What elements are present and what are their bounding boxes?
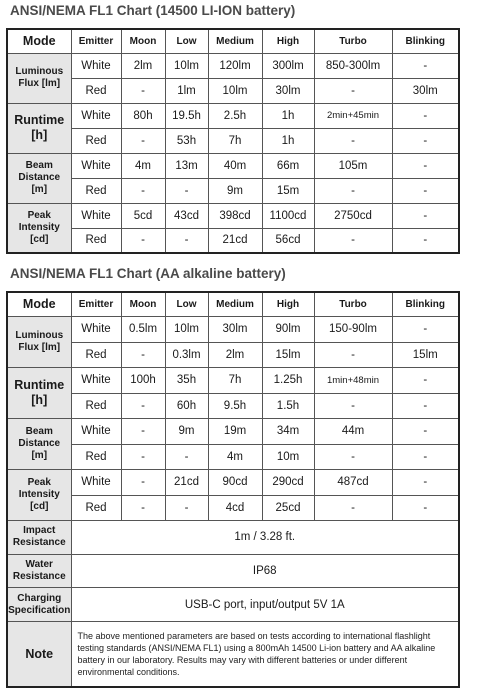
label-line: Charging xyxy=(17,592,62,604)
value-cell: 56cd xyxy=(262,228,314,253)
label-line: Luminous xyxy=(15,66,64,77)
row-group-label xyxy=(7,153,71,203)
header-row xyxy=(7,292,459,316)
value-cell: - xyxy=(121,78,165,103)
value-cell: 4m xyxy=(208,444,262,470)
label-line: [m] xyxy=(31,450,48,462)
value-cell: - xyxy=(392,495,459,521)
value-cell: - xyxy=(121,495,165,521)
value-cell: 850-300lm xyxy=(314,53,392,78)
spec-value: IP68 xyxy=(71,554,459,588)
value-cell: - xyxy=(314,178,392,203)
value-cell: - xyxy=(165,495,208,521)
value-cell: 4cd xyxy=(208,495,262,521)
row-group-label xyxy=(7,53,71,103)
header-cell: Low xyxy=(165,292,208,316)
value-cell: - xyxy=(165,178,208,203)
value-cell: 66m xyxy=(262,153,314,178)
value-cell: 34m xyxy=(262,419,314,445)
value-cell: 10lm xyxy=(165,53,208,78)
label-line: Specification xyxy=(8,604,71,616)
value-cell: - xyxy=(314,444,392,470)
emitter-cell: White xyxy=(71,153,121,178)
label-line: Beam xyxy=(25,426,53,438)
value-cell: 15m xyxy=(262,178,314,203)
table-row xyxy=(7,444,459,470)
value-cell: - xyxy=(392,393,459,419)
value-cell: - xyxy=(392,178,459,203)
value-cell: 1min+48min xyxy=(314,368,392,394)
value-cell: - xyxy=(392,368,459,394)
value-cell: 21cd xyxy=(165,470,208,496)
value-cell: 13m xyxy=(165,153,208,178)
value-cell: 2min+45min xyxy=(314,103,392,128)
label-line: Impact xyxy=(23,525,56,537)
value-cell: 1h xyxy=(262,103,314,128)
table-row xyxy=(7,316,459,342)
label-line: Intensity xyxy=(18,489,60,501)
label-line: [m] xyxy=(31,184,48,195)
table-row xyxy=(7,228,459,253)
table-row xyxy=(7,368,459,394)
emitter-cell: White xyxy=(71,470,121,496)
fl1-table-aa xyxy=(6,291,460,688)
value-cell: 40m xyxy=(208,153,262,178)
value-cell: 398cd xyxy=(208,203,262,228)
table-row xyxy=(7,178,459,203)
row-group-label xyxy=(7,419,71,470)
label-line: Water xyxy=(25,559,53,571)
value-cell: 0.5lm xyxy=(121,316,165,342)
label-line: Distance xyxy=(18,172,61,183)
emitter-cell: Red xyxy=(71,495,121,521)
value-cell: - xyxy=(314,495,392,521)
header-cell: Mode xyxy=(7,292,71,316)
value-cell: 100h xyxy=(121,368,165,394)
label-line: [h] xyxy=(31,393,48,408)
spec-label xyxy=(7,588,71,622)
value-cell: 9m xyxy=(208,178,262,203)
header-cell: Mode xyxy=(7,29,71,53)
emitter-cell: Red xyxy=(71,342,121,368)
value-cell: 60h xyxy=(165,393,208,419)
value-cell: 120lm xyxy=(208,53,262,78)
value-cell: 9m xyxy=(165,419,208,445)
emitter-cell: Red xyxy=(71,444,121,470)
table-row xyxy=(7,393,459,419)
value-cell: - xyxy=(314,393,392,419)
header-cell: Turbo xyxy=(314,292,392,316)
value-cell: 1h xyxy=(262,128,314,153)
emitter-cell: Red xyxy=(71,178,121,203)
spec-row xyxy=(7,588,459,622)
row-group-label xyxy=(7,470,71,521)
emitter-cell: White xyxy=(71,316,121,342)
value-cell: 300lm xyxy=(262,53,314,78)
label-line: Peak xyxy=(27,209,51,221)
spec-row xyxy=(7,554,459,588)
label-line: Beam xyxy=(25,160,53,171)
spec-row xyxy=(7,521,459,555)
value-cell: 2lm xyxy=(121,53,165,78)
label-line: Runtime xyxy=(14,378,65,393)
value-cell: 19.5h xyxy=(165,103,208,128)
value-cell: 487cd xyxy=(314,470,392,496)
value-cell: 35h xyxy=(165,368,208,394)
value-cell: - xyxy=(165,228,208,253)
value-cell: - xyxy=(392,228,459,253)
value-cell: - xyxy=(392,444,459,470)
table-row xyxy=(7,103,459,128)
label-line: Intensity xyxy=(18,221,60,233)
note-row xyxy=(7,622,459,687)
header-cell: Moon xyxy=(121,292,165,316)
note-text: The above mentioned parameters are based on tests according to international flashlight testing standards (ANSI/NEMA FL1) using a 800mAh 14500 Li-ion battery and AA alkaline battery in our laboratory. Results may vary with different batteries or under different environmental conditions. xyxy=(71,622,459,687)
value-cell: 10lm xyxy=(208,78,262,103)
value-cell: - xyxy=(314,342,392,368)
value-cell: - xyxy=(392,103,459,128)
value-cell: 1.5h xyxy=(262,393,314,419)
value-cell: 21cd xyxy=(208,228,262,253)
value-cell: 4m xyxy=(121,153,165,178)
header-row xyxy=(7,29,459,53)
table-row xyxy=(7,128,459,153)
label-line: Flux [lm] xyxy=(18,342,61,353)
header-cell: High xyxy=(262,29,314,53)
value-cell: 105m xyxy=(314,153,392,178)
value-cell: - xyxy=(121,178,165,203)
value-cell: 7h xyxy=(208,128,262,153)
emitter-cell: White xyxy=(71,53,121,78)
value-cell: 1.25h xyxy=(262,368,314,394)
value-cell: 10m xyxy=(262,444,314,470)
label-line: [h] xyxy=(31,128,48,142)
label-line: Peak xyxy=(27,477,51,489)
table-row xyxy=(7,495,459,521)
value-cell: - xyxy=(392,316,459,342)
value-cell: 5cd xyxy=(121,203,165,228)
value-cell: - xyxy=(314,128,392,153)
value-cell: - xyxy=(392,53,459,78)
value-cell: 10lm xyxy=(165,316,208,342)
label-line: Resistance xyxy=(12,571,66,583)
value-cell: 90cd xyxy=(208,470,262,496)
value-cell: - xyxy=(392,153,459,178)
emitter-cell: Red xyxy=(71,128,121,153)
value-cell: 44m xyxy=(314,419,392,445)
value-cell: 150-90lm xyxy=(314,316,392,342)
row-group-label xyxy=(7,203,71,253)
emitter-cell: White xyxy=(71,419,121,445)
table-row xyxy=(7,78,459,103)
header-cell: Emitter xyxy=(71,29,121,53)
value-cell: 80h xyxy=(121,103,165,128)
emitter-cell: White xyxy=(71,103,121,128)
value-cell: - xyxy=(121,393,165,419)
value-cell: - xyxy=(121,342,165,368)
value-cell: - xyxy=(392,203,459,228)
label-line: Flux [lm] xyxy=(18,78,61,89)
value-cell: 90lm xyxy=(262,316,314,342)
value-cell: - xyxy=(392,419,459,445)
header-cell: High xyxy=(262,292,314,316)
value-cell: 0.3lm xyxy=(165,342,208,368)
value-cell: 2750cd xyxy=(314,203,392,228)
label-line: Runtime xyxy=(14,113,65,127)
value-cell: 30lm xyxy=(392,78,459,103)
value-cell: - xyxy=(392,128,459,153)
value-cell: - xyxy=(121,419,165,445)
row-group-label xyxy=(7,368,71,419)
value-cell: 1100cd xyxy=(262,203,314,228)
table-row xyxy=(7,342,459,368)
header-cell: Low xyxy=(165,29,208,53)
value-cell: 2.5h xyxy=(208,103,262,128)
chart-title-aa: ANSI/NEMA FL1 Chart (AA alkaline battery) xyxy=(10,266,286,281)
spec-value: 1m / 3.28 ft. xyxy=(71,521,459,555)
value-cell: - xyxy=(314,78,392,103)
table-row xyxy=(7,419,459,445)
value-cell: 1lm xyxy=(165,78,208,103)
value-cell: 15lm xyxy=(262,342,314,368)
header-cell: Medium xyxy=(208,29,262,53)
value-cell: - xyxy=(314,228,392,253)
spec-label xyxy=(7,554,71,588)
header-cell: Medium xyxy=(208,292,262,316)
value-cell: 9.5h xyxy=(208,393,262,419)
row-group-label xyxy=(7,316,71,367)
value-cell: - xyxy=(121,470,165,496)
value-cell: 30lm xyxy=(208,316,262,342)
value-cell: - xyxy=(121,228,165,253)
emitter-cell: Red xyxy=(71,228,121,253)
value-cell: 25cd xyxy=(262,495,314,521)
header-cell: Moon xyxy=(121,29,165,53)
label-line: [cd] xyxy=(30,501,49,513)
header-cell: Turbo xyxy=(314,29,392,53)
value-cell: - xyxy=(165,444,208,470)
header-cell: Blinking xyxy=(392,292,459,316)
value-cell: 7h xyxy=(208,368,262,394)
value-cell: 290cd xyxy=(262,470,314,496)
emitter-cell: White xyxy=(71,203,121,228)
value-cell: 30lm xyxy=(262,78,314,103)
label-line: Distance xyxy=(18,438,61,450)
note-label: Note xyxy=(7,622,71,687)
label-line: Luminous xyxy=(15,330,64,341)
value-cell: - xyxy=(392,470,459,496)
emitter-cell: White xyxy=(71,368,121,394)
label-line: Resistance xyxy=(12,537,66,549)
chart-title-14500: ANSI/NEMA FL1 Chart (14500 LI-ION battery) xyxy=(10,3,296,18)
emitter-cell: Red xyxy=(71,78,121,103)
fl1-table-14500 xyxy=(6,28,460,254)
value-cell: 43cd xyxy=(165,203,208,228)
header-cell: Emitter xyxy=(71,292,121,316)
table-row xyxy=(7,470,459,496)
value-cell: - xyxy=(121,444,165,470)
label-line: [cd] xyxy=(30,233,49,245)
header-cell: Blinking xyxy=(392,29,459,53)
emitter-cell: Red xyxy=(71,393,121,419)
spec-value: USB-C port, input/output 5V 1A xyxy=(71,588,459,622)
value-cell: 53h xyxy=(165,128,208,153)
value-cell: 2lm xyxy=(208,342,262,368)
table-row xyxy=(7,53,459,78)
value-cell: - xyxy=(121,128,165,153)
value-cell: 19m xyxy=(208,419,262,445)
value-cell: 15lm xyxy=(392,342,459,368)
table-row xyxy=(7,153,459,178)
table-row xyxy=(7,203,459,228)
spec-label xyxy=(7,521,71,555)
row-group-label xyxy=(7,103,71,153)
